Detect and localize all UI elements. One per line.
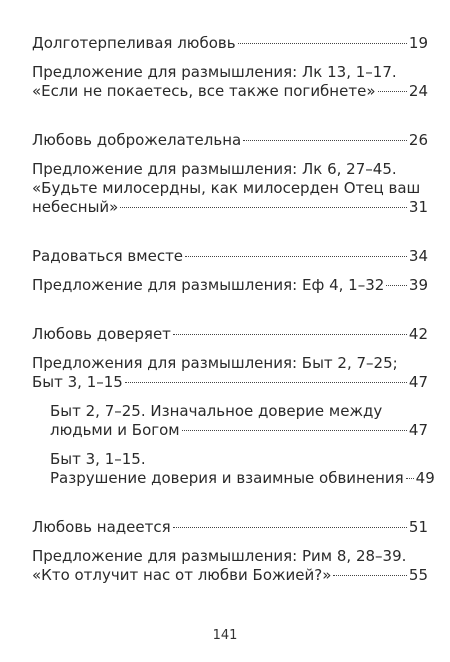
toc-entry-title: Быт 2, 7–25. Изначальное доверие между — [50, 402, 383, 420]
toc-page-number: 19 — [408, 34, 428, 52]
toc-page-number: 31 — [408, 198, 428, 216]
page-number: 141 — [212, 628, 238, 643]
leader-dots — [185, 256, 407, 257]
leader-dots — [333, 575, 407, 576]
toc-page-number: 47 — [408, 373, 428, 391]
leader-dots — [238, 43, 407, 44]
leader-dots — [125, 382, 407, 383]
toc-entry-title: Радоваться вместе — [32, 247, 184, 265]
toc-entry-title: «Кто отлучит нас от любви Божией?» — [32, 566, 332, 584]
toc-entry[interactable] — [32, 276, 428, 295]
toc-entry-title: Любовь доброжелательна — [32, 131, 242, 149]
leader-dots — [173, 527, 407, 528]
toc-entry-title: Любовь надеется — [32, 518, 171, 536]
toc-entry[interactable] — [32, 547, 428, 585]
toc-page-number: 24 — [408, 82, 428, 100]
toc-subentry[interactable] — [32, 402, 428, 440]
toc-entry[interactable] — [32, 34, 428, 53]
toc-entry[interactable] — [32, 160, 428, 217]
toc-page-number: 49 — [415, 469, 435, 487]
leader-dots — [243, 140, 407, 141]
toc-entry-title: Предложение для размышления: Лк 6, 27–45. — [32, 160, 397, 178]
toc-entry-title: Предложение для размышления: Рим 8, 28–39. — [32, 547, 407, 565]
toc-entry-title: небесный» — [32, 198, 119, 216]
toc-subentry[interactable] — [32, 450, 435, 488]
toc-entry-title: «Будьте милосердны, как милосерден Отец ваш — [32, 179, 421, 197]
toc-entry[interactable] — [32, 518, 428, 537]
toc-entry[interactable] — [32, 247, 428, 266]
leader-dots — [173, 334, 407, 335]
toc-page-number: 39 — [408, 276, 428, 294]
leader-dots — [406, 478, 414, 479]
leader-dots — [182, 430, 407, 431]
toc-page-number: 51 — [408, 518, 428, 536]
toc-entry[interactable] — [32, 131, 428, 150]
toc-page-number: 42 — [408, 325, 428, 343]
toc-entry-title: Быт 3, 1–15. — [50, 450, 146, 468]
toc-entry[interactable] — [32, 325, 428, 344]
toc-entry[interactable] — [32, 63, 428, 101]
leader-dots — [386, 285, 407, 286]
toc-entry-title: Быт 3, 1–15 — [32, 373, 123, 391]
toc-page-number: 55 — [408, 566, 428, 584]
toc-page-number: 26 — [408, 131, 428, 149]
table-of-contents — [32, 34, 435, 585]
toc-entry-title: «Если не покаетесь, все также погибнете» — [32, 82, 376, 100]
leader-dots — [120, 207, 407, 208]
toc-entry-title: Любовь доверяет — [32, 325, 171, 343]
toc-entry-title: Предложения для размышления: Быт 2, 7–25; — [32, 354, 398, 372]
toc-page-number: 34 — [408, 247, 428, 265]
toc-entry-title: Предложение для размышления: Еф 4, 1–32 — [32, 276, 385, 294]
leader-dots — [378, 91, 407, 92]
toc-page-number: 47 — [408, 421, 428, 439]
toc-entry-title: Разрушение доверия и взаимные обвинения — [50, 469, 404, 487]
toc-entry-title: Предложение для размышления: Лк 13, 1–17. — [32, 63, 397, 81]
toc-entry-title: Долготерпеливая любовь — [32, 34, 236, 52]
toc-entry[interactable] — [32, 354, 428, 392]
toc-entry-title: людьми и Богом — [50, 421, 180, 439]
